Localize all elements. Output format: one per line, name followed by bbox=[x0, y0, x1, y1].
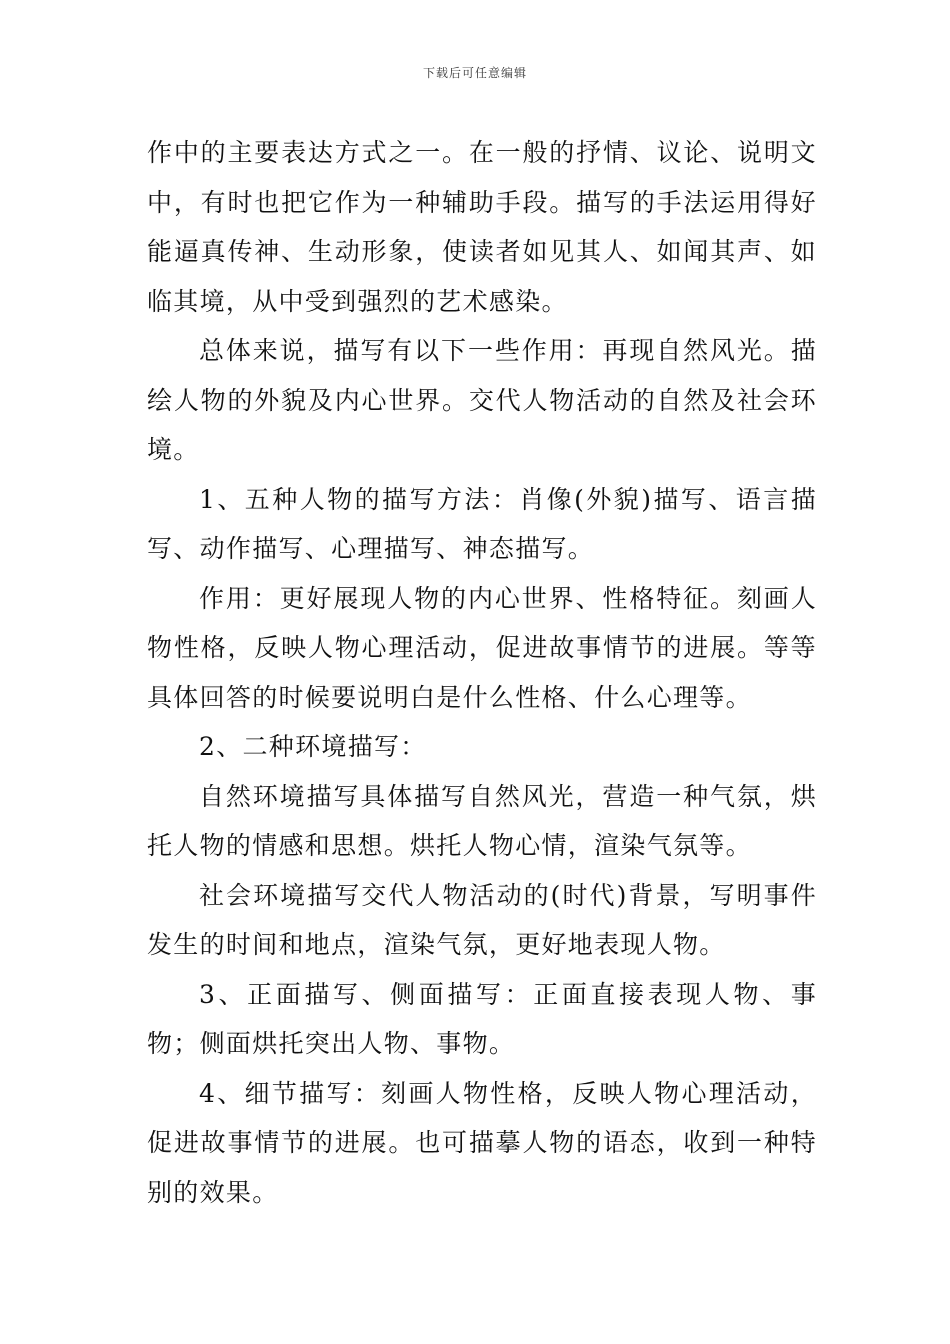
paragraph: 自然环境描写具体描写自然风光，营造一种气氛，烘托人物的情感和思想。烘托人物心情，渲染气氛等。 bbox=[147, 781, 817, 860]
document-body bbox=[147, 128, 817, 1217]
paragraph: 4、细节描写：刻画人物性格，反映人物心理活动，促进故事情节的进展。也可描摹人物的语态，收到一种特别的效果。 bbox=[147, 1078, 817, 1207]
paragraph: 1、五种人物的描写方法：肖像(外貌)描写、语言描写、动作描写、心理描写、神态描写。 bbox=[147, 484, 817, 563]
paragraph: 作用：更好展现人物的内心世界、性格特征。刻画人物性格，反映人物心理活动，促进故事情节的进展。等等具体回答的时候要说明白是什么性格、什么心理等。 bbox=[147, 583, 817, 712]
page-header: 下载后可任意编辑 bbox=[422, 66, 527, 80]
paragraph: 3、正面描写、侧面描写：正面直接表现人物、事物；侧面烘托突出人物、事物。 bbox=[147, 979, 817, 1058]
paragraph: 2、二种环境描写： bbox=[199, 732, 427, 761]
paragraph: 社会环境描写交代人物活动的(时代)背景，写明事件发生的时间和地点，渲染气氛，更好地表现人物。 bbox=[147, 880, 817, 959]
paragraph: 作中的主要表达方式之一。在一般的抒情、议论、说明文中，有时也把它作为一种辅助手段。描写的手法运用得好能逼真传神、生动形象，使读者如见其人、如闻其声、如临其境，从中受到强烈的艺术感染。 bbox=[147, 138, 817, 316]
paragraph: 总体来说，描写有以下一些作用：再现自然风光。描绘人物的外貌及内心世界。交代人物活动的自然及社会环境。 bbox=[147, 336, 817, 464]
